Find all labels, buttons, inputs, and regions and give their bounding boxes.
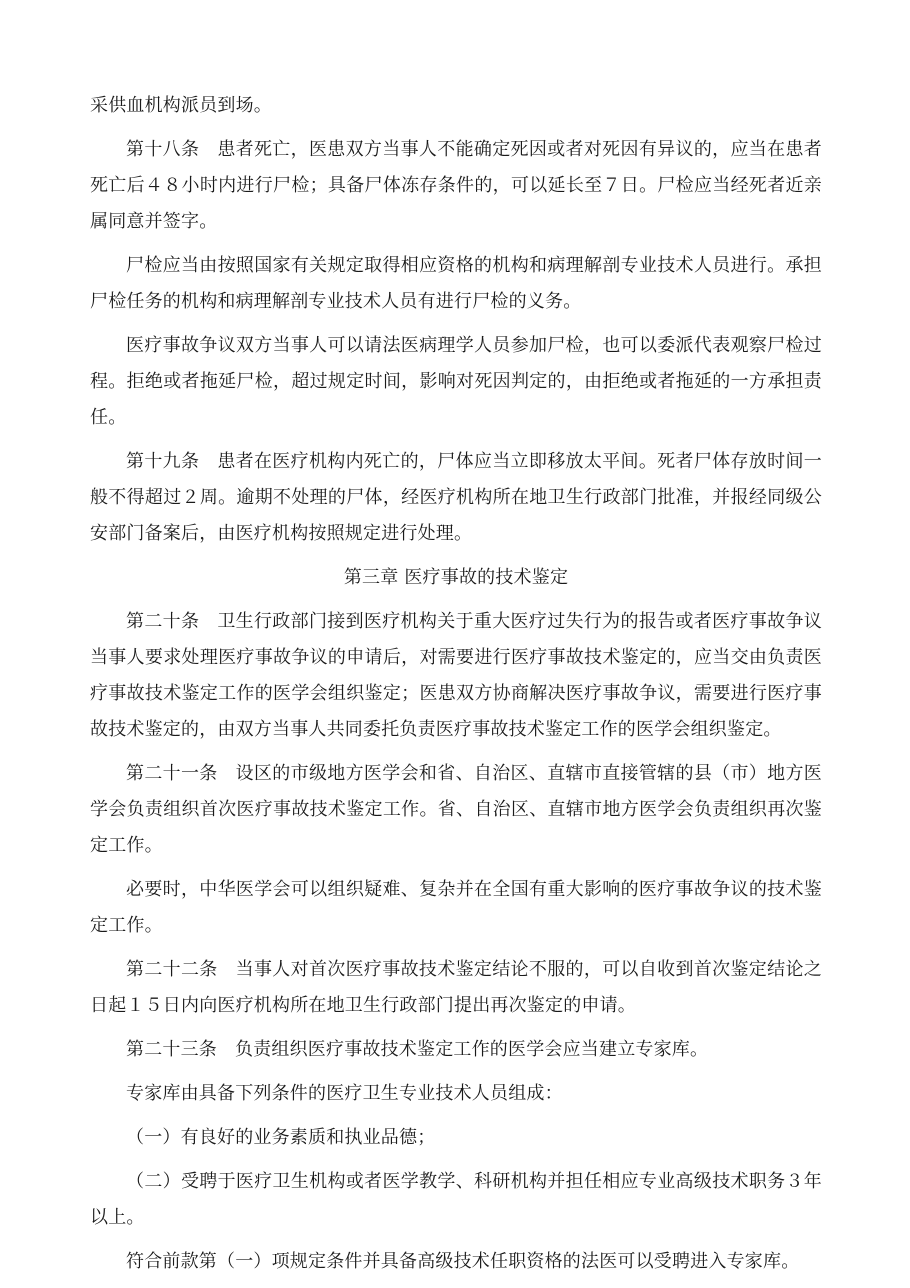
article-23-paragraph-2: 专家库由具备下列条件的医疗卫生专业技术人员组成：: [126, 1083, 563, 1104]
article-19: [90, 444, 822, 552]
article-21-text: 设区的市级地方医学会和省、自治区、直辖市直接管辖的县（市）地方医学会负责组织首次医疗事故技术鉴定工作。省、自治区、直辖市地方医学会负责组织再次鉴定工作。: [90, 763, 822, 856]
article-20: [90, 604, 822, 748]
article-23-paragraph-3: 符合前款第（一）项规定条件并具备高级技术任职资格的法医可以受聘进入专家库。: [126, 1251, 800, 1272]
article-21-paragraph-2: 必要时，中华医学会可以组织疑难、复杂并在全国有重大影响的医疗事故争议的技术鉴定工作。: [90, 879, 822, 936]
article-18-paragraph-3: 医疗事故争议双方当事人可以请法医病理学人员参加尸检，也可以委派代表观察尸检过程。拒绝或者拖延尸检，超过规定时间，影响对死因判定的，由拒绝或者拖延的一方承担责任。: [90, 335, 822, 428]
article-23-label: 第二十三条: [126, 1039, 217, 1060]
article-18-text: 患者死亡，医患双方当事人不能确定死因或者对死因有异议的，应当在患者死亡后４８小时内进行尸检；具备尸体冻存条件的，可以延长至７日。尸检应当经死者近亲属同意并签字。: [90, 139, 822, 232]
article-20-label: 第二十条: [126, 611, 200, 632]
article-18-paragraph-2: 尸检应当由按照国家有关规定取得相应资格的机构和病理解剖专业技术人员进行。承担尸检任务的机构和病理解剖专业技术人员有进行尸检的义务。: [90, 255, 822, 312]
article-23-item-2: （二）受聘于医疗卫生机构或者医学教学、科研机构并担任相应专业高级技术职务３年以上。: [90, 1171, 822, 1228]
article-18: [90, 132, 822, 240]
article-19-label: 第十九条: [126, 451, 200, 472]
article-22-label: 第二十二条: [126, 959, 218, 980]
article-23-item-1: （一）有良好的业务素质和执业品德；: [126, 1127, 436, 1148]
article-23-text: 负责组织医疗事故技术鉴定工作的医学会应当建立专家库。: [235, 1039, 709, 1060]
article-22-text: 当事人对首次医疗事故技术鉴定结论不服的，可以自收到首次鉴定结论之日起１５日内向医疗机构所在地卫生行政部门提出再次鉴定的申请。: [90, 959, 822, 1016]
article-23: [90, 1032, 822, 1068]
chapter-heading: 第三章 医疗事故的技术鉴定: [343, 567, 569, 588]
paragraph-continuation: 采供血机构派员到场。: [90, 95, 272, 116]
article-22: [90, 952, 822, 1024]
article-19-text: 患者在医疗机构内死亡的，尸体应当立即移放太平间。死者尸体存放时间一般不得超过２周。逾期不处理的尸体，经医疗机构所在地卫生行政部门批准，并报经同级公安部门备案后，由医疗机构按照规定进行处理。: [90, 451, 822, 544]
article-20-text: 卫生行政部门接到医疗机构关于重大医疗过失行为的报告或者医疗事故争议当事人要求处理医疗事故争议的申请后，对需要进行医疗事故技术鉴定的，应当交由负责医疗事故技术鉴定工作的医学会组织鉴定；医患双方协商解决医疗事故争议，需要进行医疗事故技术鉴定的，由双方当事人共同委托负责医疗事故技术鉴定工作的医学会组织鉴定。: [90, 611, 822, 740]
article-21-label: 第二十一条: [126, 763, 218, 784]
article-18-label: 第十八条: [126, 139, 200, 160]
document-page: [90, 88, 822, 1288]
article-21: [90, 756, 822, 864]
